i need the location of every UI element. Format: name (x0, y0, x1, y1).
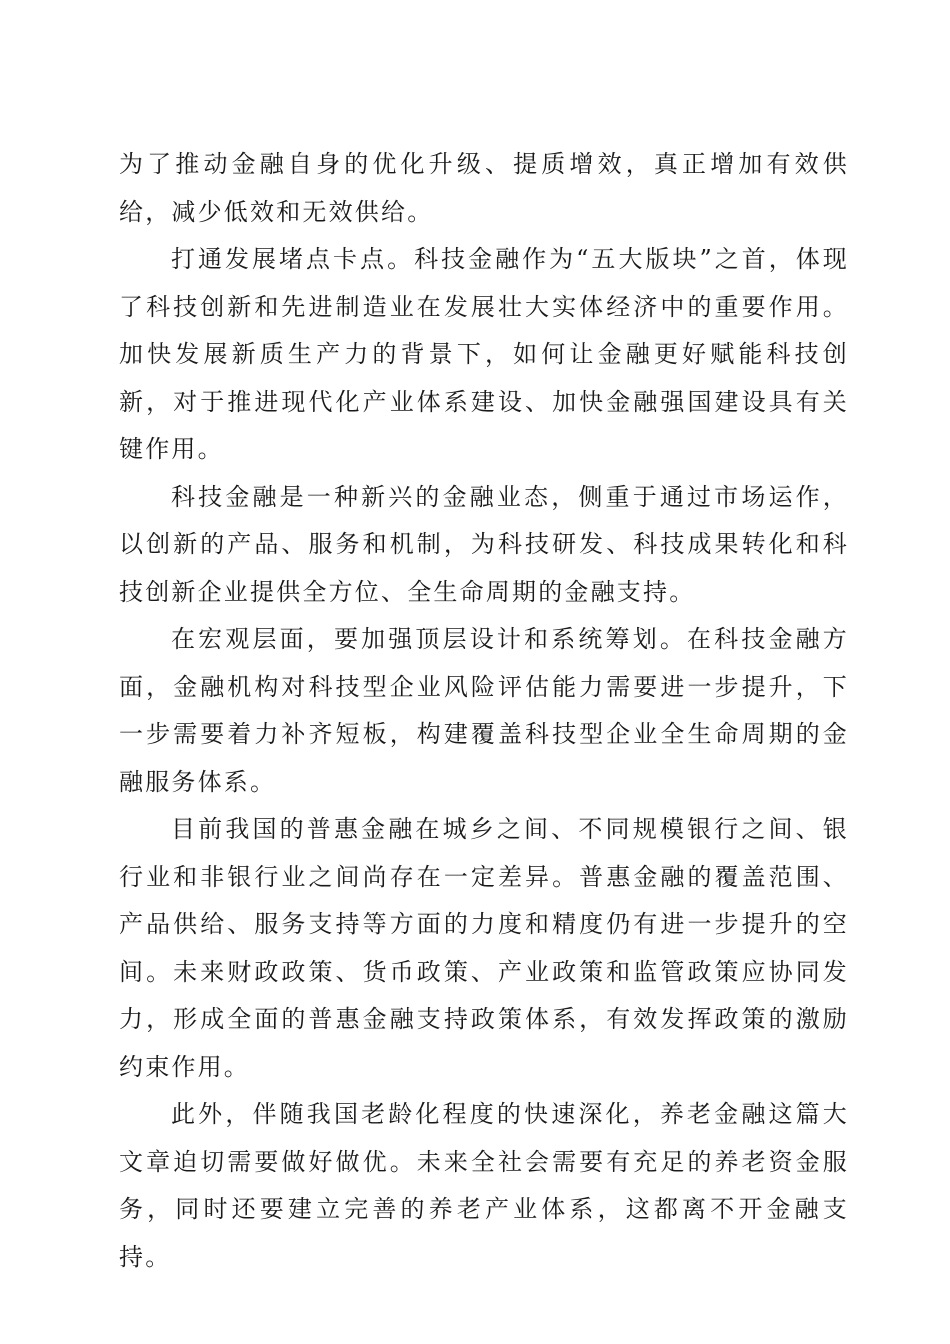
paragraph-pension-finance: 此外，伴随我国老龄化程度的快速深化，养老金融这篇大文章迫切需要做好做优。未来全社会需要有充足的养老资金服务，同时还要建立完善的养老产业体系，这都离不开金融支持。 (119, 1100, 849, 1271)
document-body (119, 141, 849, 1281)
paragraph-inclusive-finance: 目前我国的普惠金融在城乡之间、不同规模银行之间、银行业和非银行业之间尚存在一定差异。普惠金融的覆盖范围、产品供给、服务支持等方面的力度和精度仍有进一步提升的空间。未来财政政策、货币政策、产业政策和监管政策应协同发力，形成全面的普惠金融支持政策体系，有效发挥政策的激励约束作用。 (119, 815, 849, 1081)
paragraph-tech-finance-bottleneck: 打通发展堵点卡点。科技金融作为“五大版块”之首，体现了科技创新和先进制造业在发展壮大实体经济中的重要作用。加快发展新质生产力的背景下，如何让金融更好赋能科技创新，对于推进现代化产业体系建设、加快金融强国建设具有关键作用。 (119, 245, 849, 463)
paragraph-tech-finance-definition: 科技金融是一种新兴的金融业态，侧重于通过市场运作，以创新的产品、服务和机制，为科技研发、科技成果转化和科技创新企业提供全方位、全生命周期的金融支持。 (119, 482, 849, 606)
paragraph-continuation: 为了推动金融自身的优化升级、提质增效，真正增加有效供给，减少低效和无效供给。 (119, 150, 849, 226)
paragraph-macro-level: 在宏观层面，要加强顶层设计和系统筹划。在科技金融方面，金融机构对科技型企业风险评估能力需要进一步提升，下一步需要着力补齐短板，构建覆盖科技型企业全生命周期的金融服务体系。 (119, 625, 849, 796)
